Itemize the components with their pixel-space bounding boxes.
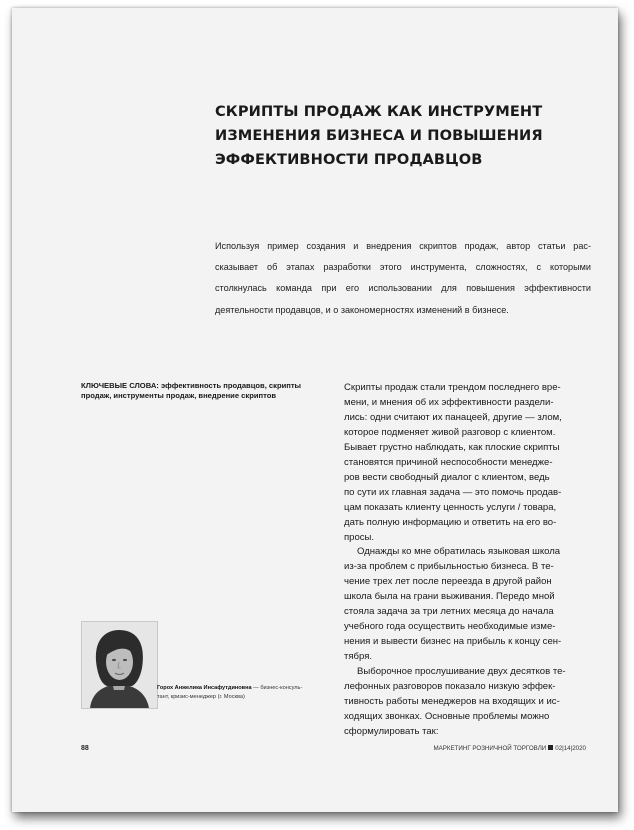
body-line: тября. [344,651,373,663]
article-title-line: СКРИПТЫ ПРОДАЖ КАК ИНСТРУМЕНТ [215,103,543,120]
journal-footer [433,745,586,752]
body-line: Бывает грустно наблюдать, как плоские скрипты [344,441,560,453]
keywords-block [81,381,321,402]
keywords-line: КЛЮЧЕВЫЕ СЛОВА: эффективность продавцов, скрипты [81,381,302,390]
body-line: Однажды ко мне обратилась языковая школа [357,546,561,558]
body-line: нения и вывести бизнес на прибыль к концу сен- [344,636,562,648]
keywords-line: продаж, инструменты продаж, внедрение скриптов [81,391,277,401]
author-caption [157,684,327,702]
body-line: учебного года осуществить необходимые изме- [344,621,556,633]
article-lead [215,236,591,321]
body-line: цам показать клиенту ценность услуги / товара, [344,501,557,513]
body-line: лефонных разговоров показало низкую эффек- [344,681,556,693]
magazine-page [12,8,618,812]
author-portrait [82,622,157,708]
body-line: лись: одни считают их панацеей, другие — злом, [344,411,562,423]
body-line: по сути их главная задача — это помочь продав- [344,486,562,498]
article-body [344,381,590,740]
article-title-line: ИЗМЕНЕНИЯ БИЗНЕСА И ПОВЫШЕНИЯ [215,127,543,144]
body-line: дать полную информацию и ответить на его во- [344,516,557,528]
body-line: Выборочное прослушивание двух десятков те- [357,666,566,678]
page-number: 88 [81,745,89,752]
article-title-line: ЭФФЕКТИВНОСТИ ПРОДАВЦОВ [215,151,483,168]
lead-line: деятельности продавцов, и о закономерностях изменений в бизнесе. [215,304,509,315]
body-line: стояла задача за три летних месяца до начала [344,606,554,618]
body-line: тивность работы менеджеров на входящих и ис- [344,696,560,708]
body-line: которое подменяет живой разговор с клиентом. [344,426,556,438]
body-line: чение трех лет после переезда в другой район [344,576,552,588]
body-line: сформулировать так: [344,725,439,737]
author-name: Горох Анжелика Инсафутдиновна [157,685,252,691]
author-role-continued: тант, кризис-менеджер (г. Москва) [157,694,245,700]
journal-name: МАРКЕТИНГ РОЗНИЧНОЙ ТОРГОВЛИ [433,745,547,752]
lead-line: сказывает об этапах разработки этого инструмента, сложностях, с которыми [215,262,591,273]
lead-line: Используя пример создания и внедрения скриптов продаж, автор статьи рас- [215,241,591,251]
square-bullet-icon [548,745,553,750]
author-photo [81,621,158,709]
body-line: ров вести свободный диалог с клиентом, ведь [344,471,550,483]
body-line: мени, и мнения об их эффективности раздели- [344,396,554,408]
article-title [215,100,595,172]
body-line: просы. [344,531,375,543]
issue-number: 02|14|2020 [555,745,586,752]
body-line: Скрипты продаж стали трендом последнего вре- [344,382,561,393]
body-line: становятся причиной неспособности менедже- [344,456,553,468]
body-line: школа была на грани выживания. Передо мной [344,591,555,603]
body-line: ходящих звонках. Основные проблемы можно [344,710,550,722]
author-role: — бизнес-консуль- [251,685,303,691]
body-line: из-за проблем с прибыльностью бизнеса. В те- [344,561,554,573]
lead-line: столкнулась команда при его использовании для повышения эффективности [215,283,591,294]
